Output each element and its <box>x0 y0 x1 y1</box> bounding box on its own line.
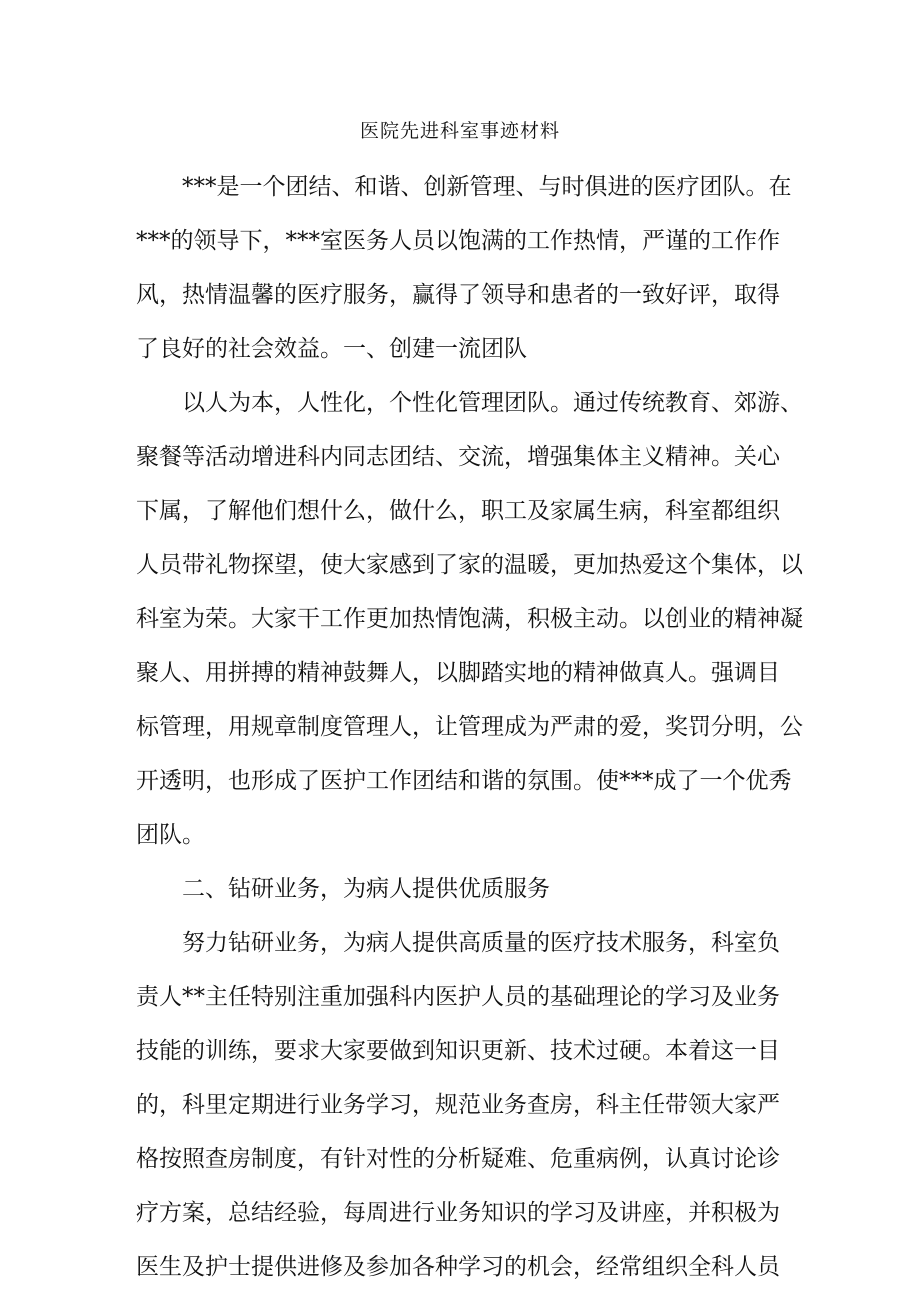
paragraph-line: 责人**主任特别注重加强科内医护人员的基础理论的学习及业务 <box>136 984 780 1010</box>
paragraph-line: 聚餐等活动增进科内同志团结、交流，增强集体主义精神。关心 <box>136 444 780 470</box>
paragraph-line: 疗方案，总结经验，每周进行业务知识的学习及讲座，并积极为 <box>136 1200 780 1226</box>
paragraph-line: 以人为本，人性化，个性化管理团队。通过传统教育、郊游、 <box>182 390 803 416</box>
paragraph-line: 努力钻研业务，为病人提供高质量的医疗技术服务，科室负 <box>182 930 780 956</box>
document-title: 医院先进科室事迹材料 <box>359 120 560 142</box>
paragraph-line: 格按照查房制度，有针对性的分析疑难、危重病例，认真讨论诊 <box>136 1146 780 1172</box>
paragraph-line: 标管理，用规章制度管理人，让管理成为严肃的爱，奖罚分明，公 <box>136 714 803 740</box>
paragraph-line: 人员带礼物探望，使大家感到了家的温暖，更加热爱这个集体，以 <box>136 552 803 578</box>
paragraph-line: ***的领导下，***室医务人员以饱满的工作热情，严谨的工作作 <box>136 228 780 254</box>
section-heading: 二、钻研业务，为病人提供优质服务 <box>182 876 550 902</box>
paragraph-line: 医生及护士提供进修及参加各种学习的机会，经常组织全科人员 <box>136 1254 780 1280</box>
paragraph-line: 技能的训练，要求大家要做到知识更新、技术过硬。本着这一目 <box>136 1038 780 1064</box>
document-body <box>136 160 803 1294</box>
paragraph-line: ***是一个团结、和谐、创新管理、与时俱进的医疗团队。在 <box>182 174 792 200</box>
paragraph-line: 了良好的社会效益。一、创建一流团队 <box>136 336 527 362</box>
paragraph-line: 团队。 <box>136 822 205 848</box>
paragraph-line: 下属，了解他们想什么，做什么，职工及家属生病，科室都组织 <box>136 498 780 524</box>
paragraph-line: 的，科里定期进行业务学习，规范业务查房，科主任带领大家严 <box>136 1092 780 1118</box>
paragraph-line: 风，热情温馨的医疗服务，赢得了领导和患者的一致好评，取得 <box>136 282 780 308</box>
paragraph-line: 开透明，也形成了医护工作团结和谐的氛围。使***成了一个优秀 <box>136 768 792 794</box>
paragraph-line: 科室为荣。大家干工作更加热情饱满，积极主动。以创业的精神凝 <box>136 606 803 632</box>
paragraph-line: 聚人、用拼搏的精神鼓舞人，以脚踏实地的精神做真人。强调目 <box>136 660 780 686</box>
